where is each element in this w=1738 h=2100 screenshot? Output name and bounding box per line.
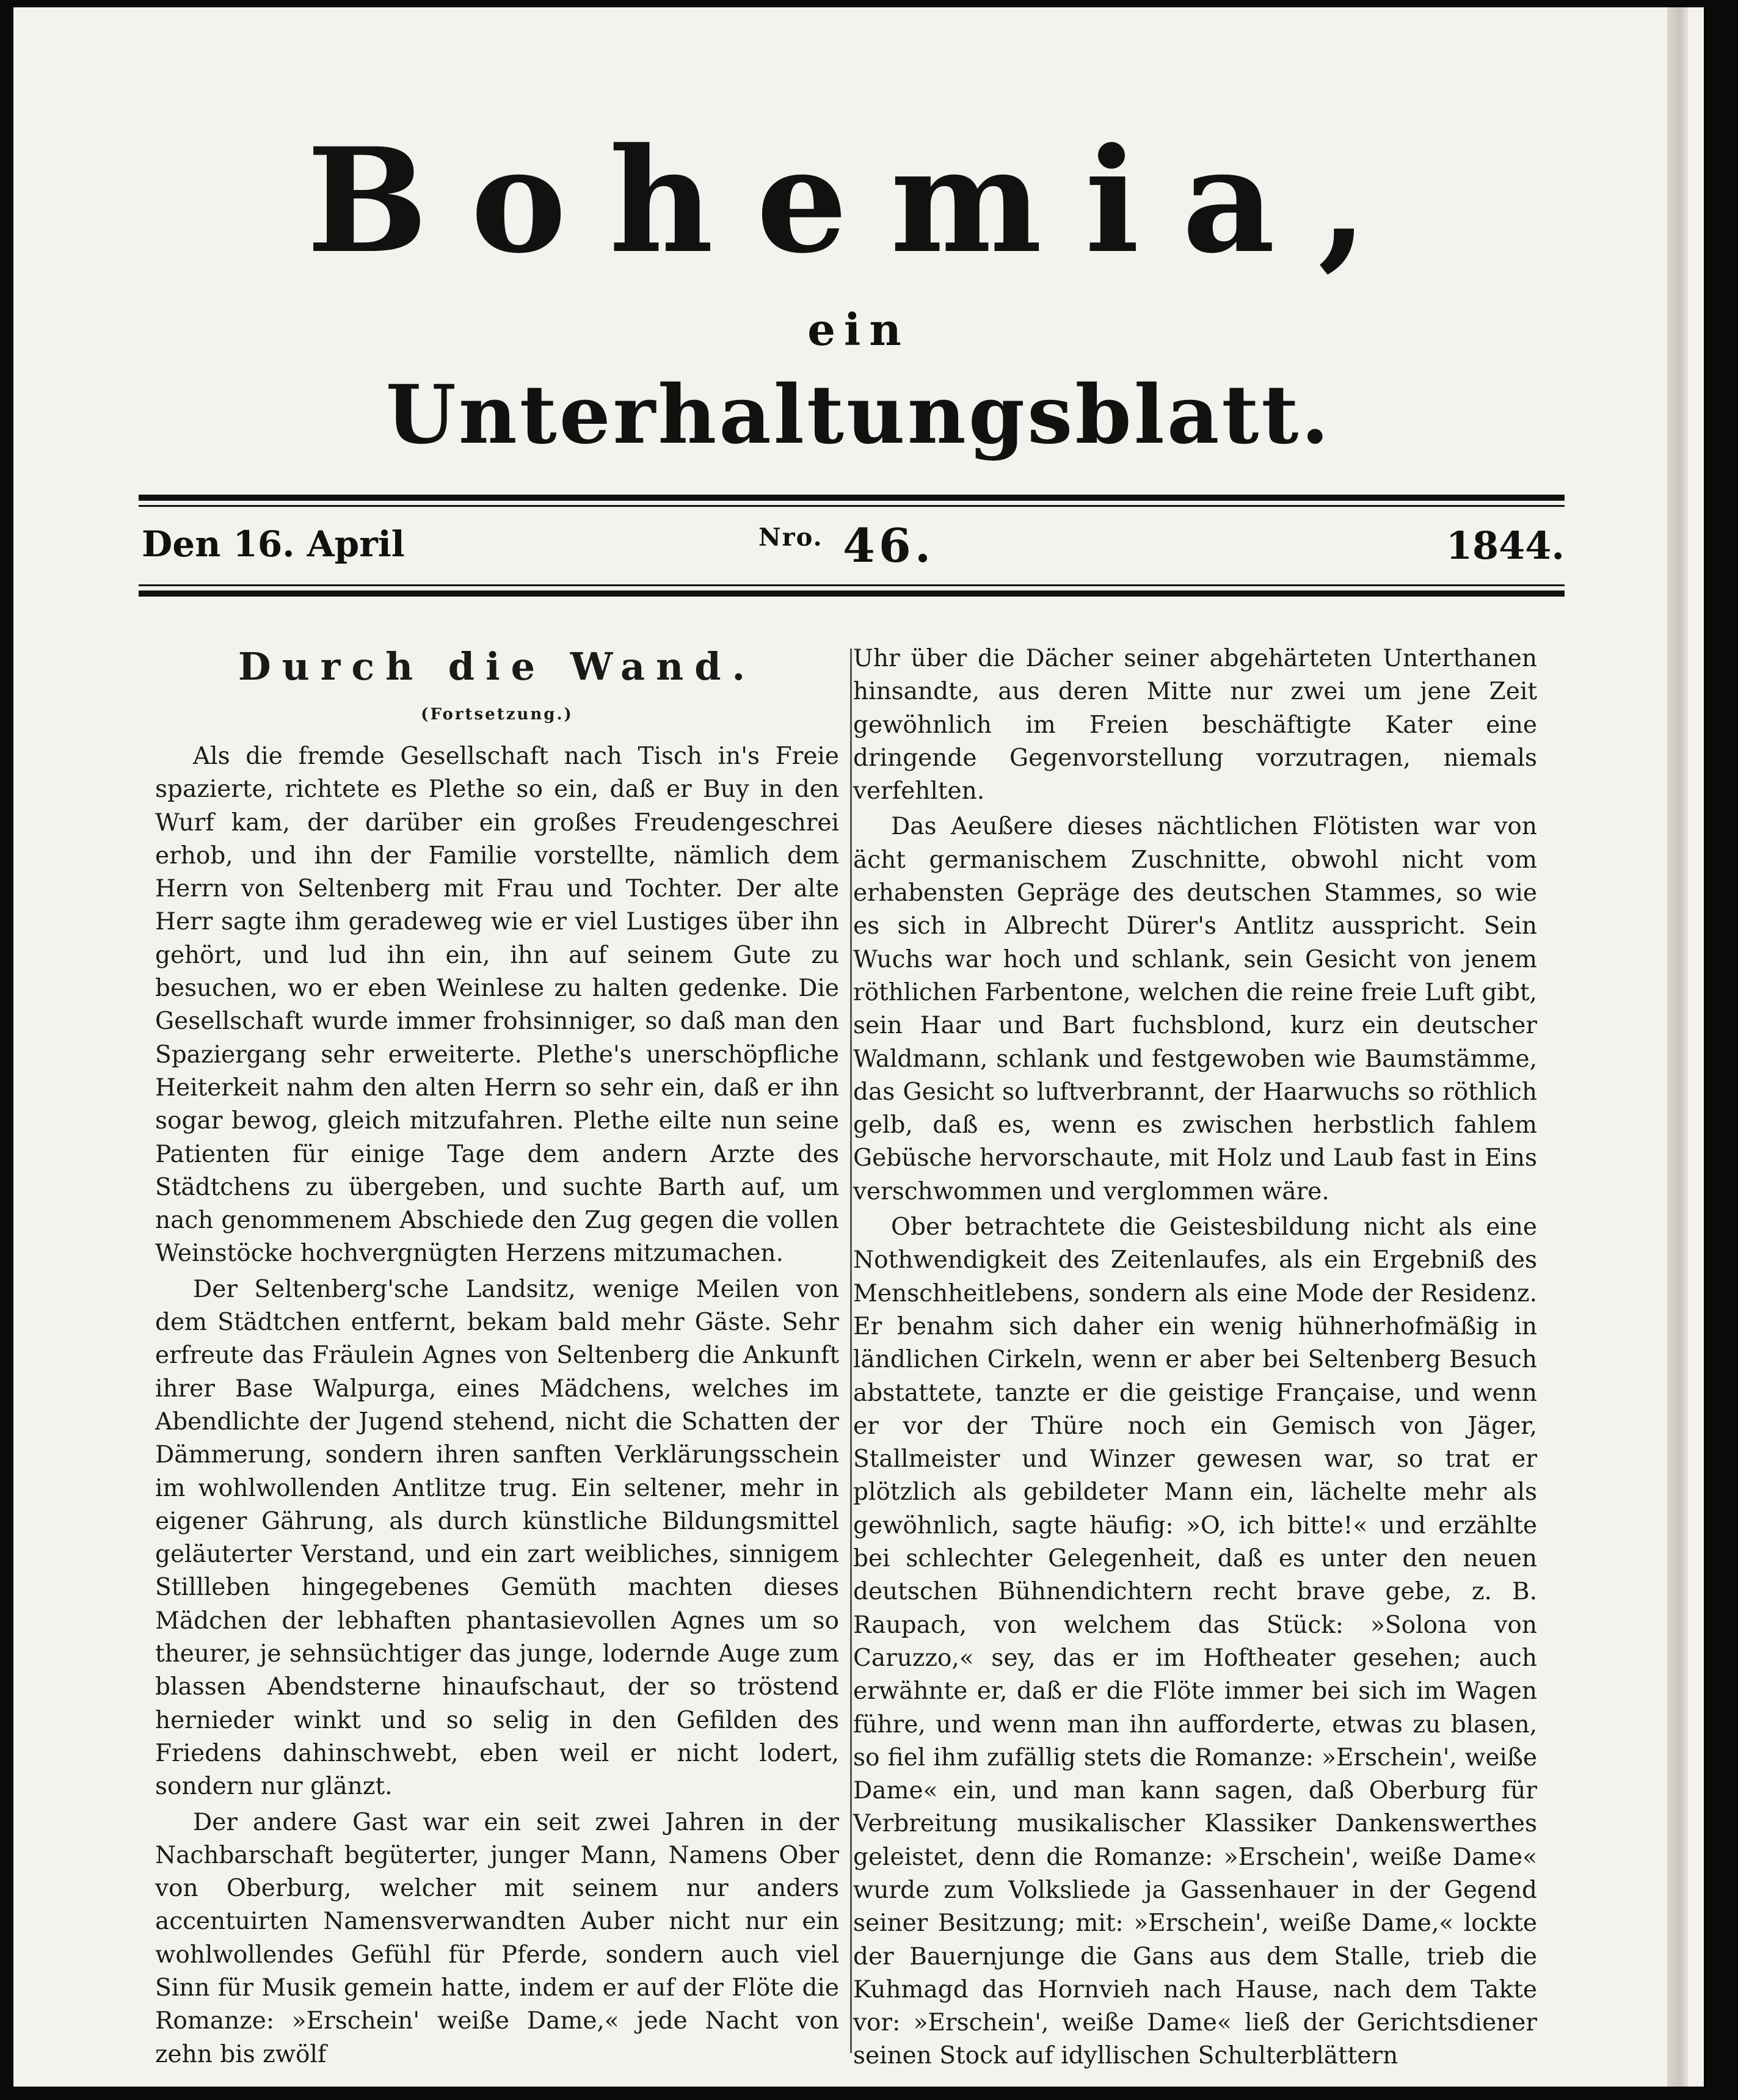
- rule-bottom-thin: [139, 584, 1565, 586]
- newspaper-page: [13, 7, 1704, 2087]
- article-column-left: [155, 642, 839, 2071]
- issue-date: Den 16. April: [142, 523, 405, 565]
- column-divider: [850, 649, 852, 2053]
- issue-year: 1844.: [1445, 523, 1565, 568]
- article-title: Durch die Wand.: [238, 644, 757, 689]
- issue-number-value: 46.: [843, 518, 935, 573]
- article-paragraph: Das Aeußere dieses nächtlichen Flötisten war von ächt germanischem Zuschnitte, obwohl nicht vom erhabensten Gepräge des deutschen Stammes, so wie es sich in Albrecht Dürer's Antlitz ausspricht. Sein Wuchs war hoch und schlank, sein Gesicht von jenem röthlichen Farbentone, welchen die reine freie Luft gibt, sein Haar und Bart fuchsblond, kurz ein deutscher Waldmann, schlank und festgewoben wie Baumstämme, das Gesicht so luftverbrannt, der Haarwuchs so röthlich gelb, daß es, wenn es zwischen herbstlich fahlem Gebüsche hervorschaute, mit Holz und Laub fast in Eins verschwommen und verglommen wäre.: [853, 813, 1537, 1205]
- article-subtitle: (Fortsetzung.): [421, 705, 573, 724]
- article-paragraph: Als die fremde Gesellschaft nach Tisch in's Freie spazierte, richtete es Plethe so ein, daß er Buy in den Wurf kam, der darüber ein großes Freudengeschrei erhob, und ihn der Familie vorstellte, nämlich dem Herrn von Seltenberg mit Frau und Tochter. Der alte Herr sagte ihm geradeweg wie er viel Lustiges über ihn gehört, und lud ihn ein, ihn auf seinem Gute zu besuchen, wo er eben Weinlese zu halten gedenke. Die Gesellschaft wurde immer frohsinniger, so daß man den Spaziergang sehr erweiterte. Plethe's unerschöpfliche Heiterkeit nahm den alten Herrn so sehr ein, daß er ihn sogar bewog, gleich mitzufahren. Plethe eilte nun seine Patienten für einige Tage dem andern Arzte des Städtchens zu übergeben, und suchte Barth auf, um nach genommenem Abschiede den Zug gegen die vollen Weinstöcke hochvergnügten Herzens mitzumachen.: [155, 743, 839, 1268]
- rule-top-thin: [139, 505, 1565, 507]
- article-paragraph: Der andere Gast war ein seit zwei Jahren in der Nachbarschaft begüterter, junger Mann, Namens Ober von Oberburg, welcher mit seinem nur anders accentuirten Namensverwandten Auber nicht nur ein wohlwollendes Gefühl für Pferde, sondern auch viel Sinn für Musik gemein hatte, indem er auf der Flöte die Romanze: »Erschein' weiße Dame,« jede Nacht von zehn bis zwölf: [155, 1808, 839, 2068]
- article-paragraph: Ober betrachtete die Geistesbildung nicht als eine Nothwendigkeit des Zeitenlaufes, als ein Ergebniß des Menschheitlebens, sondern als eine Mode der Residenz. Er benahm sich daher ein wenig hühnerhofmäßig in ländlichen Cirkeln, wenn er aber bei Seltenberg Besuch abstattete, tanzte er die geistige Française, und wenn er vor der Thüre noch ein Gemisch von Jäger, Stallmeister und Winzer gewesen war, so trat er plötzlich als gebildeter Mann ein, lächelte mehr als gewöhnlich, sagte häufig: »O, ich bitte!« und erzählte bei schlechter Gelegenheit, daß es unter den neuen deutschen Bühnendichtern recht brave gebe, z. B. Raupach, von welchem das Stück: »Solona von Caruzzo,« sey, das er im Hoftheater gesehen; auch erwähnte er, daß er die Flöte immer bei sich im Wagen führe, und wenn man ihn aufforderte, etwas zu blasen, so fiel ihm zufällig stets die Romanze: »Erschein', weiße Dame« ein, und man kann sagen, daß Oberburg für Verbreitung musikalischer Klassiker Dankenswerthes geleistet, denn die Romanze: »Erschein', weiße Dame« wurde zum Volksliede ja Gassenhauer in der Gegend seiner Besitzung; mit: »Erschein', weiße Dame,« lockte der Bauernjunge die Gans aus dem Stalle, trieb die Kuhmagd das Hornvieh nach Hause, nach dem Takte vor: »Erschein', weiße Dame« ließ der Gerichtsdiener seinen Stock auf idyllischen Schulterblättern: [853, 1213, 1537, 2070]
- issue-number: [758, 518, 934, 573]
- article-paragraph: Uhr über die Dächer seiner abgehärteten Unterthanen hinsandte, aus deren Mitte nur zwei um jene Zeit gewöhnlich im Freien beschäftigte Kater eine dringende Gegenvorstellung vorzutragen, niemals verfehlten.: [853, 645, 1537, 805]
- issue-prefix: Nro.: [758, 523, 823, 552]
- dateline: [142, 518, 1565, 573]
- rule-bottom-thick: [139, 590, 1565, 597]
- masthead-title: Bohemia,: [307, 117, 1411, 285]
- masthead-ein: ein: [807, 303, 910, 355]
- article-column-right: [853, 642, 1537, 2073]
- rule-top-thick: [139, 495, 1565, 501]
- masthead-subtitle: Unterhaltungsblatt.: [385, 368, 1332, 462]
- article-paragraph: Der Seltenberg'sche Landsitz, wenige Meilen von dem Städtchen entfernt, bekam bald mehr Gäste. Sehr erfreute das Fräulein Agnes von Seltenberg die Ankunft ihrer Base Walpurga, eines Mädchens, welches im Abendlichte der Jugend stehend, nicht die Schatten der Dämmerung, sondern ihren sanften Verklärungsschein im wohlwollenden Antlitze trug. Ein seltener, mehr in eigener Gährung, als durch künstliche Bildungsmittel geläuterter Verstand, und ein zart weibliches, sinnigem Stillleben hingegebenes Gemüth machten dieses Mädchen der lebhaften phantasievollen Agnes um so theurer, je sehnsüchtiger das junge, lodernde Auge zum blassen Abendsterne hinaufschaut, der so tröstend hernieder winkt und so selig in den Gefilden des Friedens dahinschwebt, eben weil er nicht lodert, sondern nur glänzt.: [155, 1275, 839, 1801]
